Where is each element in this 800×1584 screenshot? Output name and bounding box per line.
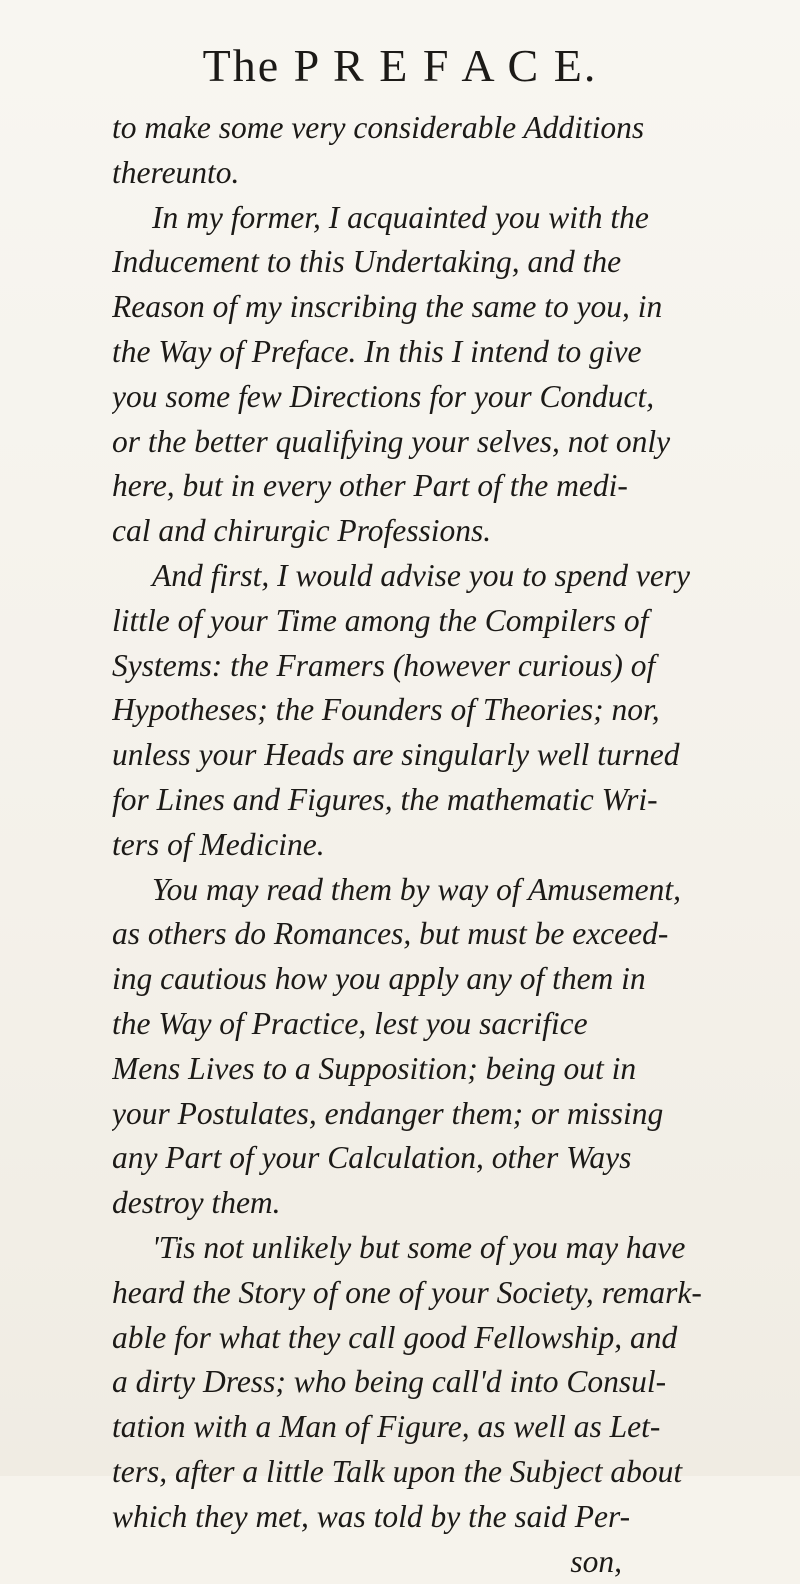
body-text [112,106,752,1584]
text-line: cal and chirurgic Professions. [112,509,752,554]
text-line: And first, I would advise you to spend very [112,554,752,599]
text-line: Systems: the Framers (however curious) of [112,644,752,689]
catchword: son, [112,1540,752,1584]
text-line: your Postulates, endanger them; or missing [112,1092,752,1137]
text-line: to make some very considerable Additions [112,106,752,151]
text-line: as others do Romances, but must be exceed- [112,912,752,957]
text-line: which they met, was told by the said Per- [112,1495,752,1540]
text-line: the Way of Practice, lest you sacrifice [112,1002,752,1047]
text-line: able for what they call good Fellowship, and [112,1316,752,1361]
text-line: Inducement to this Undertaking, and the [112,240,752,285]
text-line: any Part of your Calculation, other Ways [112,1136,752,1181]
text-line: unless your Heads are singularly well turned [112,733,752,778]
text-line: the Way of Preface. In this I intend to give [112,330,752,375]
text-line: you some few Directions for your Conduct, [112,375,752,420]
text-line: Mens Lives to a Supposition; being out in [112,1047,752,1092]
text-line: ters, after a little Talk upon the Subject about [112,1450,752,1495]
text-line: or the better qualifying your selves, not only [112,420,752,465]
text-line: Hypotheses; the Founders of Theories; nor, [112,688,752,733]
text-line: a dirty Dress; who being call'd into Consul- [112,1360,752,1405]
text-line: 'Tis not unlikely but some of you may have [112,1226,752,1271]
text-line: destroy them. [112,1181,752,1226]
text-line: Reason of my inscribing the same to you, in [112,285,752,330]
text-line: for Lines and Figures, the mathematic Wri- [112,778,752,823]
text-line: ing cautious how you apply any of them in [112,957,752,1002]
text-line: You may read them by way of Amusement, [112,868,752,913]
text-line: ters of Medicine. [112,823,752,868]
text-line: heard the Story of one of your Society, remark- [112,1271,752,1316]
text-line: tation with a Man of Figure, as well as Let- [112,1405,752,1450]
text-line: here, but in every other Part of the medi- [112,464,752,509]
text-line: thereunto. [112,151,752,196]
text-line: little of your Time among the Compilers of [112,599,752,644]
text-line: In my former, I acquainted you with the [112,196,752,241]
running-head: The P R E F A C E. [0,40,800,92]
